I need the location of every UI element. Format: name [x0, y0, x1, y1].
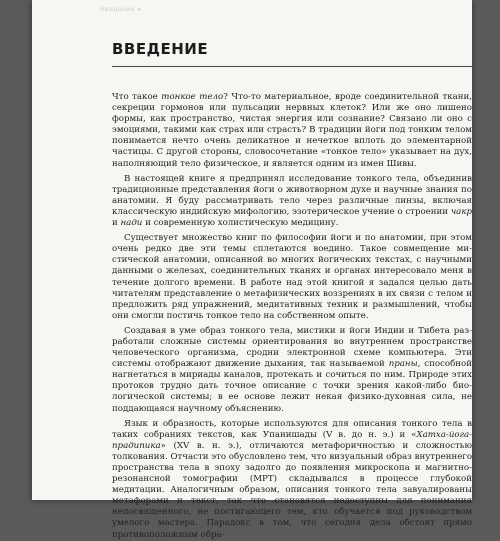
- chapter-title: ВВЕДЕНИЕ: [112, 40, 209, 58]
- emphasized-term: тонкое тело: [161, 92, 224, 102]
- text-run: В настоящей книге я предпринял исследование тонкого тела, объединив традиционные представления йоги о животворном духе и научные знания по анатомии. Я буду рассматривать тело через различные линзы, включая классическую индийскую мифологию, эзотерическое учение о строении: [112, 173, 472, 217]
- paragraph-1: [112, 92, 472, 170]
- paragraph-4: [112, 326, 472, 415]
- running-head-arrow-icon: ▸: [137, 5, 142, 13]
- text-run: , способной нагнетаться в мириады каналов, протекать и сочиться по ним. Природе этих протоков трудно дать точное описание с точки зрения какой-либо биологической системы; в ее основе лежит некая физико-духовная сила, не поддающаяся научному объяснению.: [112, 359, 472, 414]
- body-text: [112, 92, 472, 541]
- running-head-text: Введение: [100, 5, 135, 13]
- running-head: [100, 5, 141, 13]
- text-run: и современную холистическую медицину.: [142, 218, 339, 229]
- text-run: ? Что-то материальное, вроде соединительной ткани, секреции гормонов или пульсации нервных клеток? Или же оно лишено формы, как пространство, чистая энергия или сознание? Связано ли оно с эмоциями, такими как страх или страсть? В традиции йоги под тонким телом понимается нечто очень деликатное и нечеткое вплоть до элементарной частицы. С другой стороны, словосочетание «тонкое тело» указывает на дух, наполняющий тело физическое, и является одним из имен Шивы.: [112, 92, 472, 169]
- text-run: и: [112, 218, 121, 229]
- text-run: Существует множество книг по философии йоги и по анатомии, при этом очень редко две эти темы сплетаются воедино. Такое совмещение мистической анатомии, описанной во многих йогических текстах, с научными данными о железах, соединительных тканях и органах интересовало меня в течение долгого времени. В работе над этой книгой я задался целью дать читателям представление о метафизических воззрениях в их связи с телом и предложить ряд упражнений, медитативных техник и размышлений, чтобы они смогли постичь тонкое тело на собственном опыте.: [112, 233, 472, 321]
- emphasized-term: чакр: [450, 206, 472, 217]
- paragraph-5: [112, 419, 472, 541]
- emphasized-term: Хатха-йога-прадипика: [112, 429, 472, 451]
- paragraph-2: [112, 174, 472, 229]
- text-run: » (XV в. н. э.), отличаются метафоричностью и сложностью толкования. Отчасти это обусловлено тем, что визуальный образ внутреннего пространства тела в эпоху задолго до появления микроскопа и магнитно-резонансной томографии (МРТ) складывался в процессе глубокой медитации. Аналогичным образом, описания тонкого тела завуалированы метафорами и текст, так что становятся недоступны для понимания непосвященного, не постигающего тем, кто обучается под руководством умелого мастера. Парадокс в том, что сегодня дела обстоят прямо противоположным обра-: [112, 440, 473, 540]
- title-rule: [112, 66, 472, 67]
- paragraph-3: [112, 233, 472, 322]
- text-run: Язык и образность, которые используются для описания тонкого тела в таких собраниях текстов, как Упанишады (V в. до н. э.) и «: [112, 418, 472, 440]
- text-run: Создавая в уме образ тонкого тела, мистики и йоги Индии и Тибета разработали сложные системы ориентирования во внутреннем пространстве человеческого организма, сродни электронной схеме компьютера. Эти системы отображают движение дыхания, так называемой: [112, 325, 472, 370]
- text-run: Что такое: [112, 92, 162, 102]
- emphasized-term: праны: [388, 359, 418, 370]
- book-page: [32, 0, 473, 540]
- emphasized-term: нади: [120, 218, 143, 229]
